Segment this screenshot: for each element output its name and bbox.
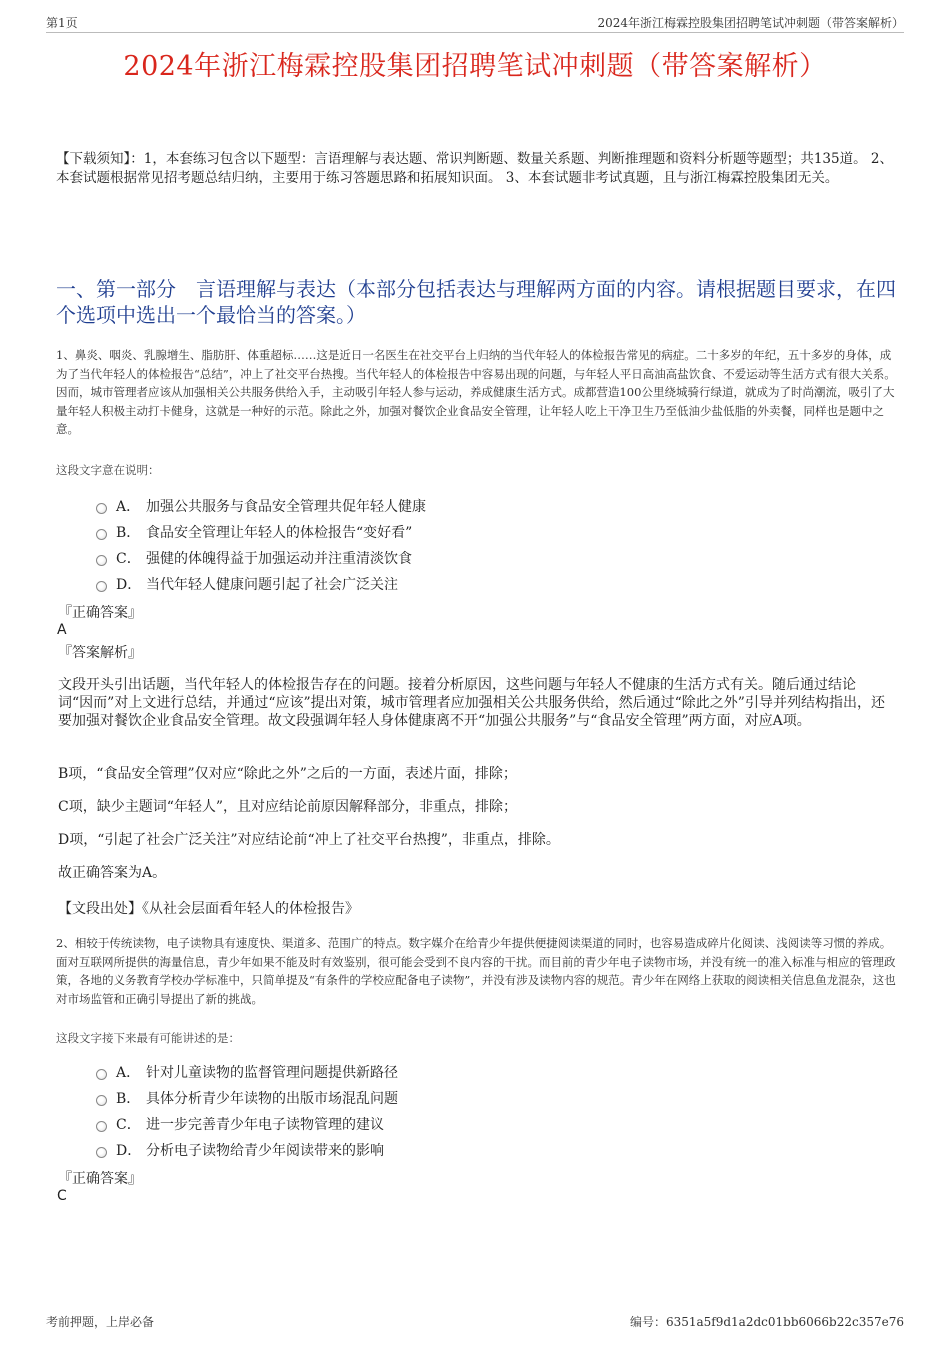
q2-option-b[interactable]: B． 具体分析青少年读物的出版市场混乱问题 bbox=[96, 1085, 398, 1111]
q2-option-a[interactable]: A． 针对儿童读物的监督管理问题提供新路径 bbox=[96, 1059, 398, 1085]
question-2-text: 2、相较于传统读物，电子读物具有速度快、渠道多、范围广的特点。数字媒介在给青少年提供便捷阅读渠道的同时，也容易造成碎片化阅读、浅阅读等习惯的养成。面对互联网所提供的海量信息，青少年如果不能及时有效鉴别，很可能会受到不良内容的干扰。而目前的青少年电子读物市场，并没有统一的准入标准与相应的管理政策，各地的义务教育学校办学标准中，只简单提及“有条件的学校应配备电子读物”，并没有涉及读物内容的规范。青少年在网络上获取的阅读相关信息鱼龙混杂，这也对市场监管和正确引导提出了新的挑战。 bbox=[56, 936, 896, 1006]
question-1-prompt: 这段文字意在说明： bbox=[56, 463, 160, 477]
section-heading: 一、第一部分 言语理解与表达（本部分包括表达与理解两方面的内容。请根据题目要求，在四个选项中选出一个最恰当的答案。） bbox=[56, 277, 896, 327]
q2-answer: C bbox=[57, 1188, 67, 1204]
radio-icon[interactable] bbox=[96, 581, 107, 592]
radio-icon[interactable] bbox=[96, 555, 107, 566]
download-notice: 【下载须知】：1，本套练习包含以下题型：言语理解与表达题、常识判断题、数量关系题、判断推理题和资料分析题等题型；共135道。 2、本套试题根据常见招考题总结归纳，主要用于练习答题思路和拓展知识面。 3、本套试题非考试真题，且与浙江梅霖控股集团无关。 bbox=[56, 151, 893, 186]
q1-option-d[interactable]: D． 当代年轻人健康问题引起了社会广泛关注 bbox=[96, 571, 426, 597]
q1-analysis-label: 『答案解析』 bbox=[58, 645, 142, 661]
q1-option-a[interactable]: A． 加强公共服务与食品安全管理共促年轻人健康 bbox=[96, 493, 426, 519]
q1-analysis-b: B项，“食品安全管理”仅对应“除此之外”之后的一方面，表述片面，排除； bbox=[58, 766, 517, 782]
page-header bbox=[46, 14, 904, 33]
q1-answer-label: 『正确答案』 bbox=[58, 605, 142, 621]
radio-icon[interactable] bbox=[96, 1095, 107, 1106]
q1-option-b[interactable]: B． 食品安全管理让年轻人的体检报告“变好看” bbox=[96, 519, 426, 545]
page-number: 第1页 bbox=[46, 16, 78, 30]
footer-serial: 编号：6351a5f9d1a2dc01bb6066b22c357e76 bbox=[629, 1315, 904, 1329]
radio-icon[interactable] bbox=[96, 1121, 107, 1132]
q2-option-c[interactable]: C． 进一步完善青少年电子读物管理的建议 bbox=[96, 1111, 398, 1137]
radio-icon[interactable] bbox=[96, 1069, 107, 1080]
question-2-options bbox=[96, 1059, 398, 1163]
radio-icon[interactable] bbox=[96, 503, 107, 514]
question-2-prompt: 这段文字接下来最有可能讲述的是： bbox=[56, 1031, 240, 1045]
q2-option-d[interactable]: D． 分析电子读物给青少年阅读带来的影响 bbox=[96, 1137, 398, 1163]
radio-icon[interactable] bbox=[96, 1147, 107, 1158]
q1-option-c[interactable]: C． 强健的体魄得益于加强运动并注重清淡饮食 bbox=[96, 545, 426, 571]
question-1-text: 1、鼻炎、咽炎、乳腺增生、脂肪肝、体重超标……这是近日一名医生在社交平台上归纳的当代年轻人的体检报告常见的病症。二十多岁的年纪，五十多岁的身体，成为了当代年轻人的体检报告“总结”，冲上了社交平台热搜。当代年轻人的体检报告中容易出现的问题，与年轻人平日高油高盐饮食、不爱运动等生活方式有很大关系。因而，城市管理者应该从加强相关公共服务供给入手，主动吸引年轻人参与运动，养成健康生活方式。成都营造100公里绕城骑行绿道，就成为了时尚潮流，吸引了大量年轻人积极主动打卡健身，这就是一种好的示范。除此之外，加强对餐饮企业食品安全管理，让年轻人吃上干净卫生乃至低油少盐低脂的外卖餐，同样也是题中之意。 bbox=[56, 348, 896, 436]
question-1-options bbox=[96, 493, 426, 597]
q1-analysis-para: 文段开头引出话题，当代年轻人的体检报告存在的问题。接着分析原因，这些问题与年轻人不健康的生活方式有关。随后通过结论词“因而”对上文进行总结，并通过“应该”提出对策，城市管理者应加强相关公共服务供给，然后通过“除此之外”引导并列结构指出，还要加强对餐饮企业食品安全管理。故文段强调年轻人身体健康离不开“加强公共服务”与“食品安全管理”两方面，对应A项。 bbox=[58, 677, 885, 729]
page-title: 2024年浙江梅霖控股集团招聘笔试冲刺题（带答案解析） bbox=[123, 51, 827, 82]
footer-slogan: 考前押题，上岸必备 bbox=[46, 1315, 155, 1329]
radio-icon[interactable] bbox=[96, 529, 107, 540]
q1-answer: A bbox=[57, 622, 67, 638]
q1-analysis-c: C项，缺少主题词“年轻人”，且对应结论前原因解释部分，非重点，排除； bbox=[58, 799, 518, 815]
q1-analysis-d: D项，“引起了社会广泛关注”对应结论前“冲上了社交平台热搜”，非重点，排除。 bbox=[58, 832, 560, 848]
q1-source: 【文段出处】《从社会层面看年轻人的体检报告》 bbox=[58, 901, 359, 917]
q2-answer-label: 『正确答案』 bbox=[58, 1171, 142, 1187]
q1-conclusion: 故正确答案为A。 bbox=[58, 865, 167, 881]
header-doc-title: 2024年浙江梅霖控股集团招聘笔试冲刺题（带答案解析） bbox=[597, 16, 904, 30]
